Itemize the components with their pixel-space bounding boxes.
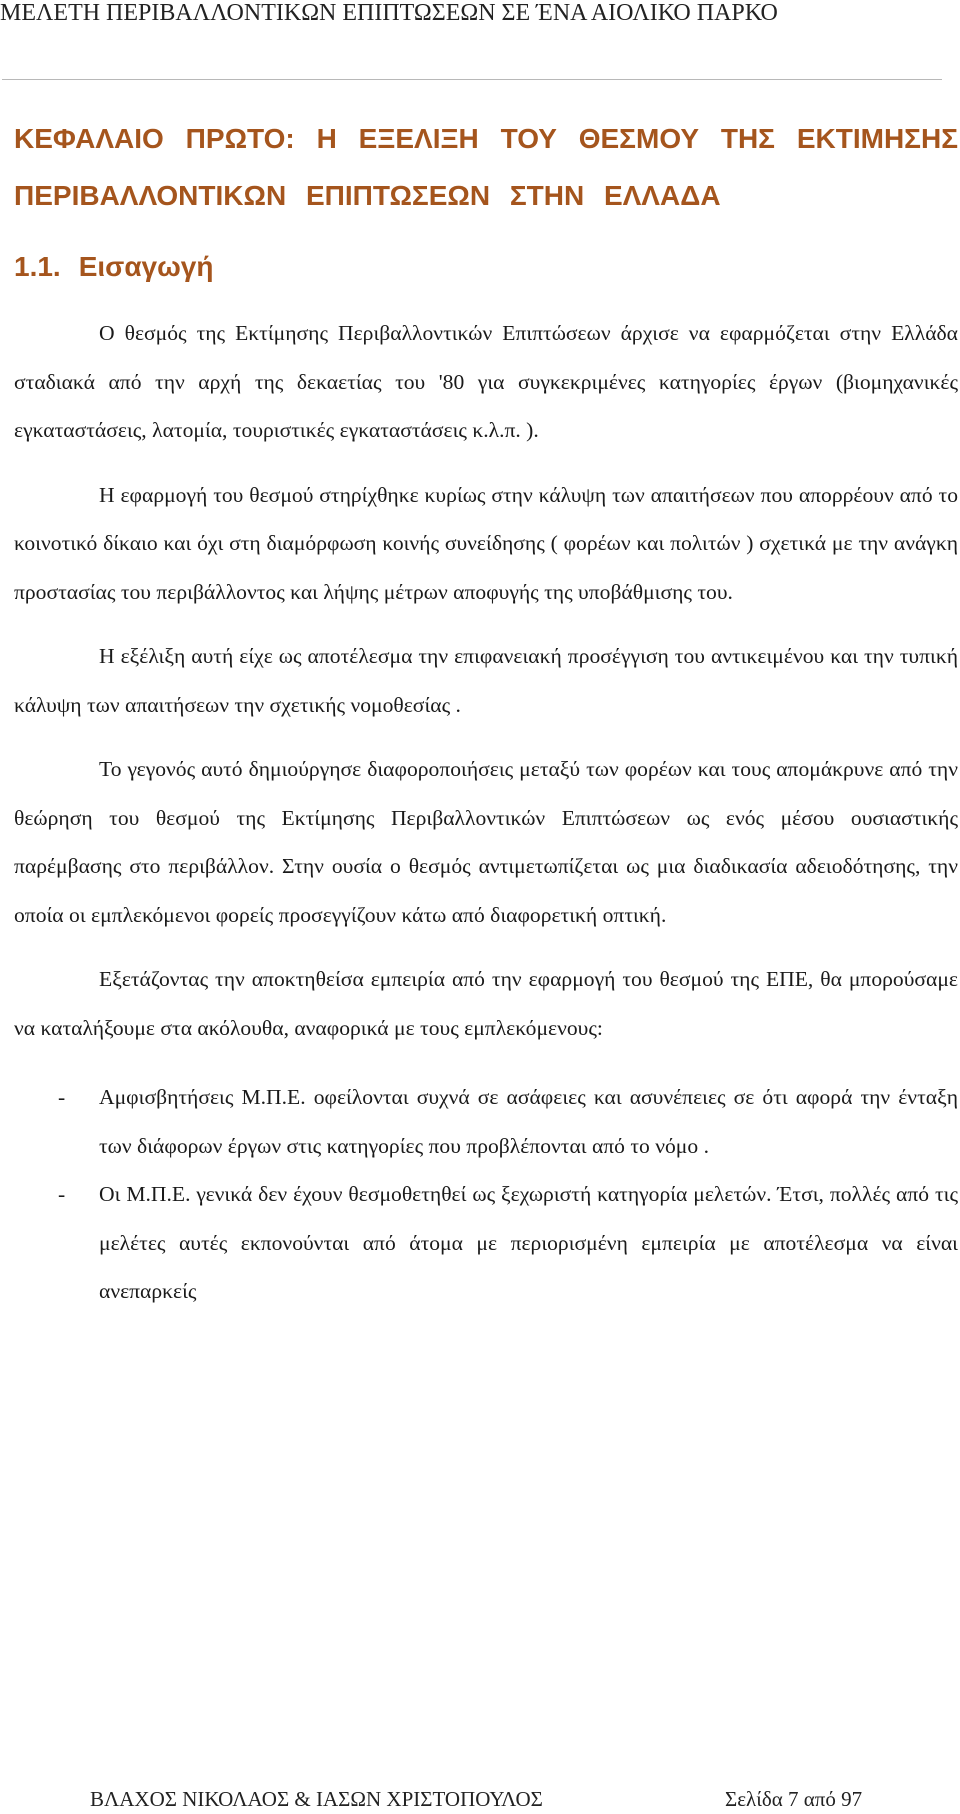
section-title: Εισαγωγή (78, 251, 214, 282)
paragraph-5: Εξετάζοντας την αποκτηθείσα εμπειρία από την εφαρμογή του θεσμού της ΕΠΕ, θα μπορούσαμε να καταλήξουμε στα ακόλουθα, αναφορικά με τους εμπλεκόμενους: (14, 967, 958, 1040)
list-item-text: Οι Μ.Π.Ε. γενικά δεν έχουν θεσμοθετηθεί ως ξεχωριστή κατηγορία μελετών. Έτσι, πολλές από τις μελέτες αυτές εκπονούνται από άτομα με περιορισμένη εμπειρία με αποτέλεσμα να είναι ανεπαρκείς (99, 1182, 958, 1303)
chapter-title: ΚΕΦΑΛΑΙΟ ΠΡΩΤΟ: Η ΕΞΕΛΙΞΗ ΤΟΥ ΘΕΣΜΟΥ ΤΗΣ ΕΚΤΙΜΗΣΗΣ ΠΕΡΙΒΑΛΛΟΝΤΙΚΩΝ ΕΠΙΠΤΩΣΕΩΝ ΣΤΗΝ ΕΛΛΑΔΑ (14, 123, 958, 211)
paragraph-4: Το γεγονός αυτό δημιούργησε διαφοροποιήσεις μεταξύ των φορέων και τους απομάκρυνε από την θεώρηση του θεσμού της Εκτίμησης Περιβαλλοντικών Επιπτώσεων ως ενός μέσου ουσιαστικής παρέμβασης στο περιβάλλον. Στην ουσία ο θεσμός αντιμετωπίζεται ως μια διαδικασία αδειοδότησης, την οποία οι εμπλεκόμενοι φορείς προσεγγίζουν κάτω από διαφορετική οπτική. (14, 757, 958, 927)
list-item-text: Αμφισβητήσεις Μ.Π.Ε. οφείλονται συχνά σε ασάφειες και ασυνέπειες σε ότι αφορά την ένταξη των διάφορων έργων στις κατηγορίες που προβλέπονται από το νόμο . (99, 1085, 958, 1158)
page-body (14, 110, 958, 1316)
paragraph-2: Η εφαρμογή του θεσμού στηρίχθηκε κυρίως στην κάλυψη των απαιτήσεων που απορρέουν από το κοινοτικό δίκαιο και όχι στη διαμόρφωση κοινής συνείδησης ( φορέων και πολιτών ) σχετικά με την ανάγκη προστασίας του περιβάλλοντος και λήψης μέτρων αποφυγής της υποβάθμισης του. (14, 482, 958, 604)
footer-page-number: Σελίδα 7 από 97 (725, 1787, 863, 1811)
bullet-list (14, 1073, 958, 1316)
paragraph-3: Η εξέλιξη αυτή είχε ως αποτέλεσμα την επιφανειακή προσέγγιση του αντικειμένου και την τυπική κάλυψη των απαιτήσεων την σχετικής νομοθεσίας . (14, 644, 958, 717)
list-item (14, 1073, 958, 1170)
section-heading (14, 249, 958, 285)
footer-authors: ΒΛΑΧΟΣ ΝΙΚΟΛΑΟΣ & ΙΑΣΩΝ ΧΡΙΣΤΟΠΟΥΛΟΣ (90, 1787, 543, 1811)
running-header: ΜΕΛΕΤΗ ΠΕΡΙΒΑΛΛΟΝΤΙΚΩΝ ΕΠΙΠΤΩΣΕΩΝ ΣΕ ΈΝΑ ΑΙΟΛΙΚΟ ΠΑΡΚΟ (0, 0, 778, 26)
list-item (14, 1170, 958, 1316)
bullet-marker: - (58, 1085, 66, 1109)
paragraph-1: Ο θεσμός της Εκτίμησης Περιβαλλοντικών Επιπτώσεων άρχισε να εφαρμόζεται στην Ελλάδα σταδιακά από την αρχή της δεκαετίας του '80 για συγκεκριμένες κατηγορίες έργων (βιομηχανικές εγκαταστάσεις, λατομία, τουριστικές εγκαταστάσεις κ.λ.π. ). (14, 321, 958, 442)
bullet-marker: - (58, 1182, 66, 1206)
header-divider (2, 79, 942, 80)
section-number: 1.1. (14, 251, 61, 282)
